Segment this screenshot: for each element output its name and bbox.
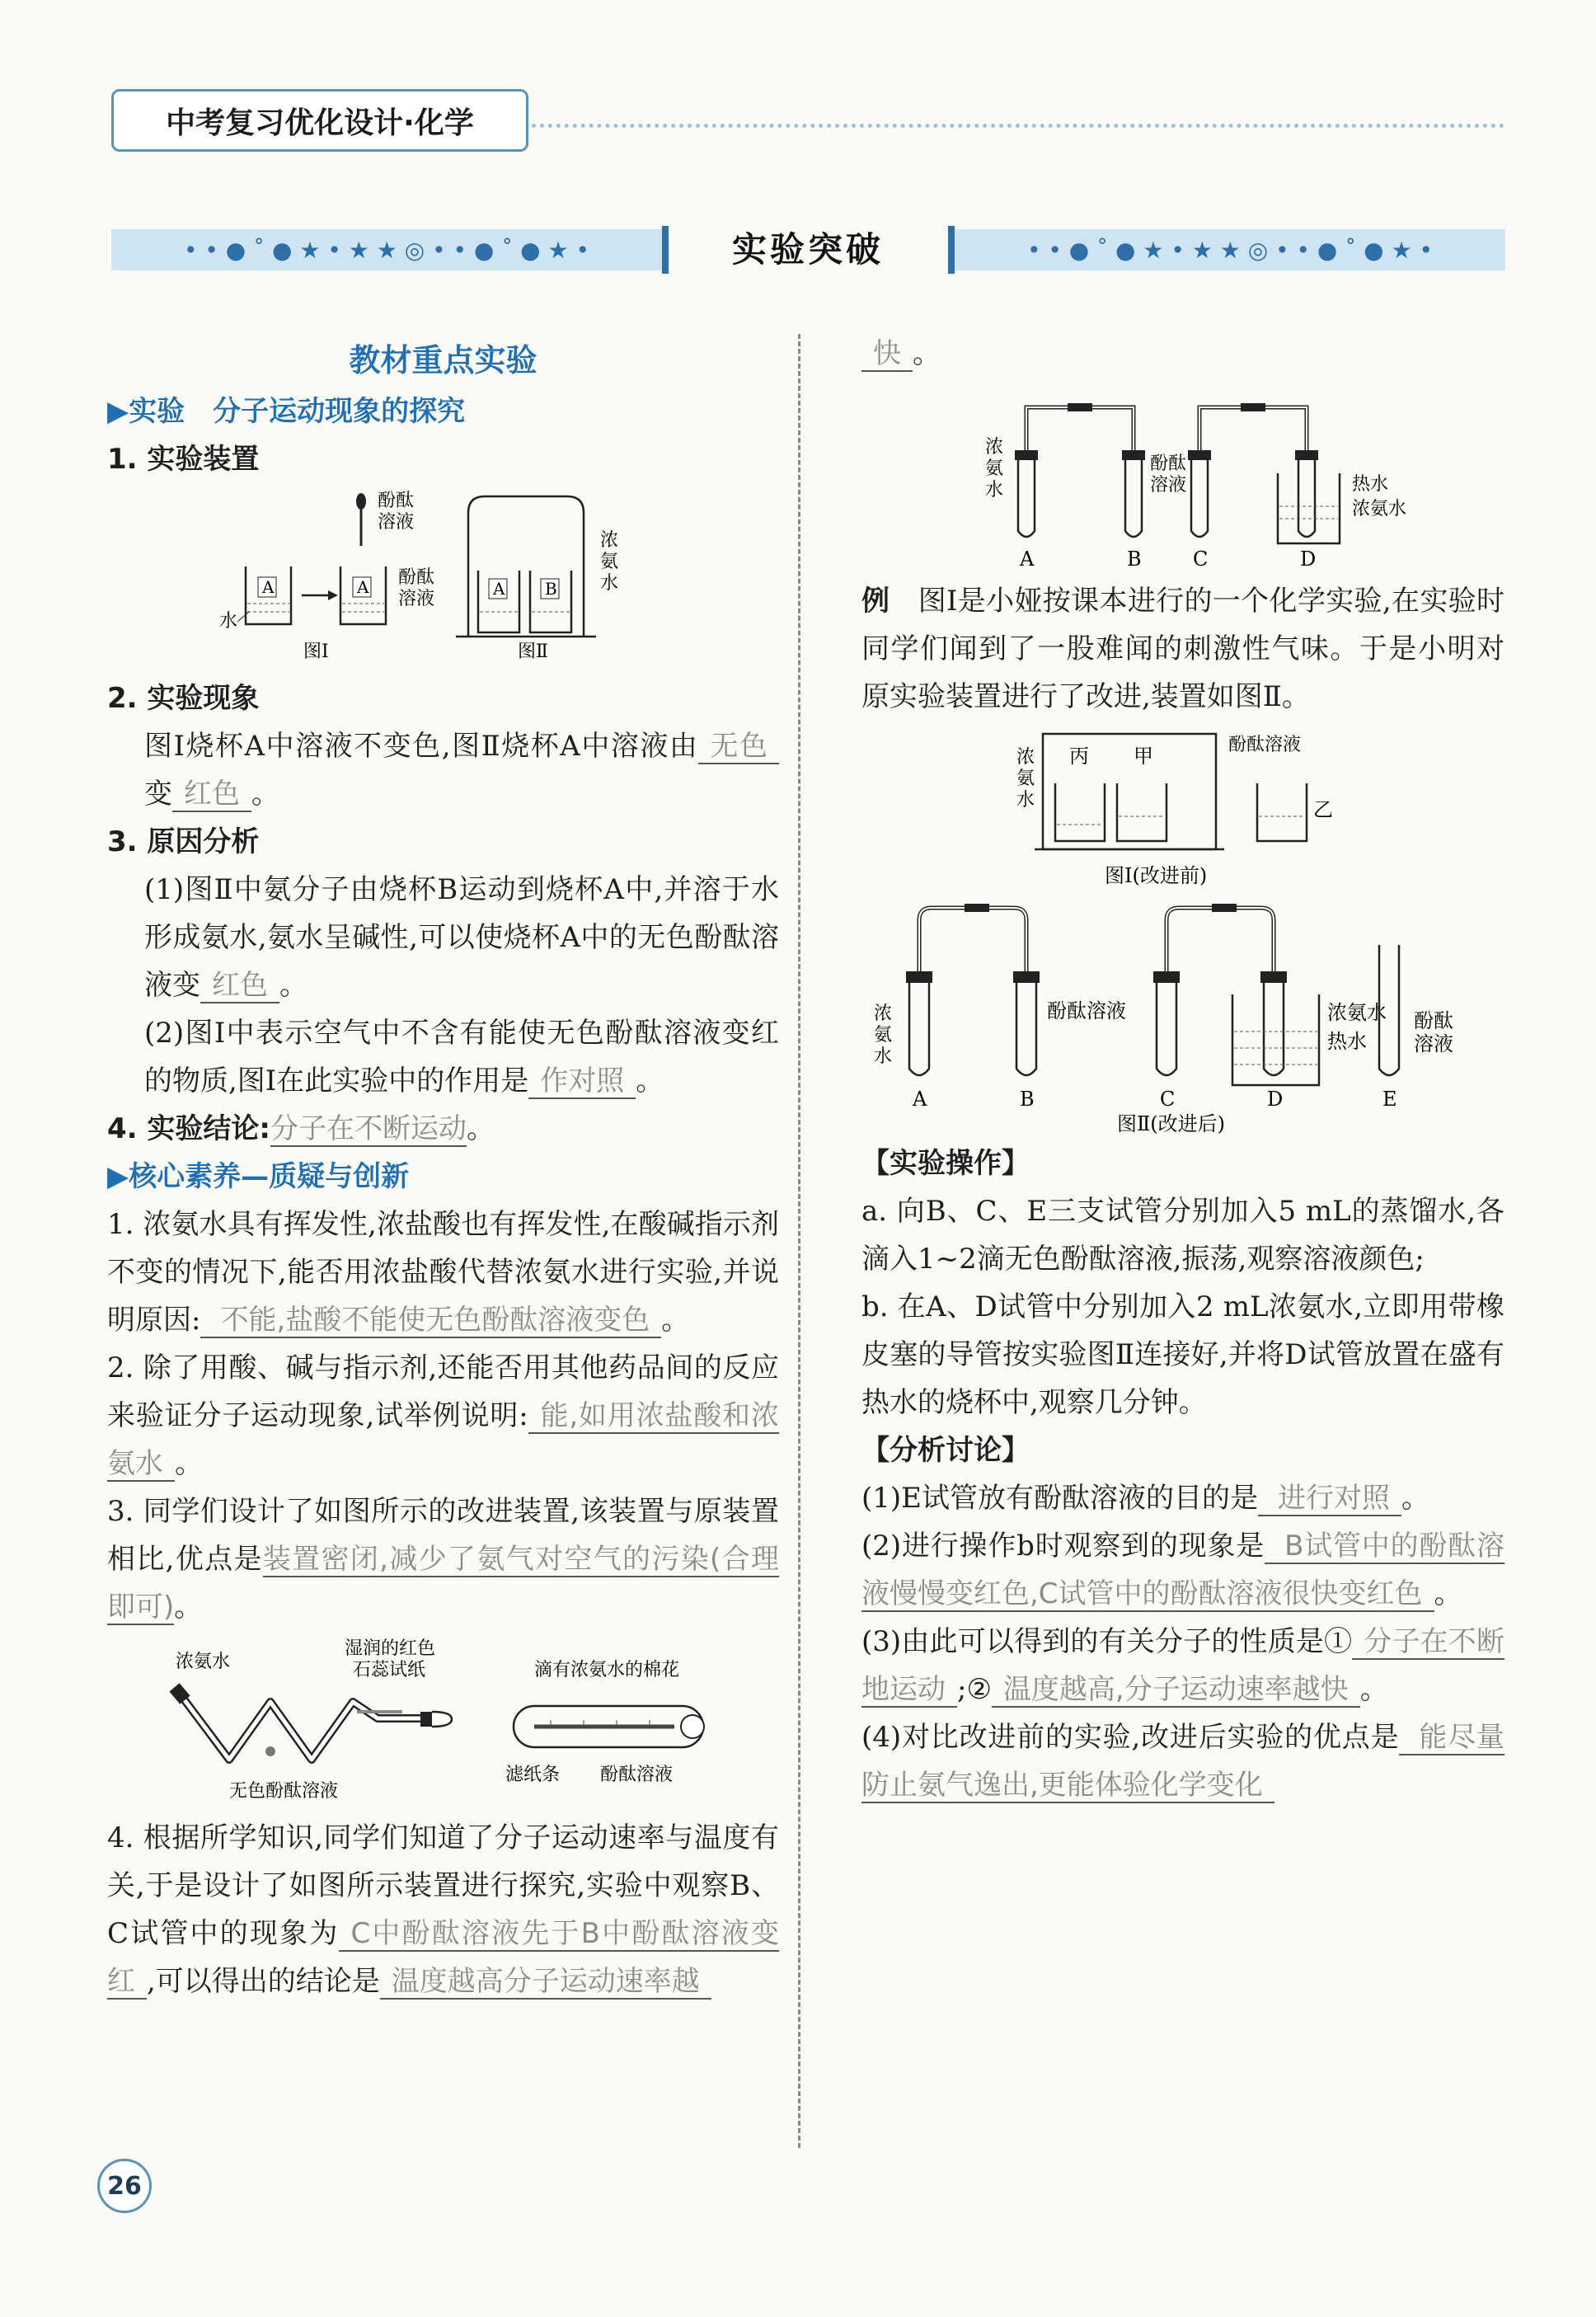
- fig2-beaker-b: B: [544, 579, 557, 599]
- banner-decoration-right: • • ● ˚ ● ★ • ★ ★ ◎ • • ● ˚ ● ★ •: [955, 229, 1505, 270]
- fig5-caption: 图Ⅰ(改进前): [1105, 864, 1208, 887]
- textbook-experiments-title: 教材重点实验: [349, 342, 537, 378]
- fig4-label-c: C: [1193, 548, 1209, 571]
- discussion-1: (1)E试管放有酚酞溶液的目的是 进行对照 。: [861, 1482, 1429, 1515]
- answer-d2: B试管中的酚酞溶液慢慢变红色,C试管中的酚酞溶液很快变红色: [861, 1530, 1504, 1610]
- example-label: 例: [861, 585, 890, 618]
- figure-6-after-improvement: [870, 895, 1496, 1135]
- fig3-paper-label: 滤纸条: [505, 1765, 560, 1785]
- question-2: 2. 除了用酸、碱与指示剂,还能否用其他药品间的反应来验证分子运动现象,试举例说明: 能,如用浓盐酸和浓氨水 。: [107, 1351, 779, 1480]
- figure-1-apparatus: [213, 488, 674, 670]
- page-number: 26: [97, 2159, 152, 2213]
- fig4-ammonia-label: 浓氨水: [985, 437, 1004, 501]
- fig2-beaker-a: A: [492, 579, 505, 599]
- q4-continuation: 快 。: [861, 330, 1504, 378]
- figure-5-before-improvement: [1010, 726, 1356, 891]
- arrow-beaker-a-label: A: [356, 577, 368, 597]
- answer-q2: 能,如用浓盐酸和浓氨水: [107, 1399, 779, 1480]
- book-title: 中考复习优化设计·化学: [111, 89, 528, 152]
- fig6-ammonia2-label: 浓氨水: [1327, 1001, 1387, 1024]
- operation-b: b. 在A、D试管中分别加入2 mL浓氨水,立即用带橡皮塞的导管按实验图Ⅱ连接好,并将D试管放置在盛有热水的烧杯中,观察几分钟。: [861, 1290, 1504, 1419]
- figure-3-improved-apparatus: [138, 1636, 749, 1809]
- step-3-part-1: (1)图Ⅱ中氨分子由烧杯B运动到烧杯A中,并溶于水形成氨水,氨水呈碱性,可以使烧杯A中的无色酚酞溶液变 红色 。: [144, 873, 779, 1002]
- question-3: 3. 同学们设计了如图所示的改进装置,该装置与原装置相比,优点是装置密闭,减少了氨气对空气的污染(合理即可)。: [107, 1495, 779, 1624]
- fig6-phenol-e-label: 酚酞溶液: [1414, 1009, 1453, 1055]
- fig6-ammonia-label: 浓氨水: [874, 1003, 893, 1067]
- answer-d3-2: 温度越高,分子运动速率越快: [992, 1673, 1360, 1708]
- fig6-caption: 图Ⅱ(改进后): [1117, 1112, 1226, 1135]
- discussion-3: (3)由此可以得到的有关分子的性质是① 分子在不断地运动 ;② 温度越高,分子运动速率越快 。: [861, 1625, 1504, 1706]
- water-label: 水: [218, 611, 237, 632]
- step-2-text: 图Ⅰ烧杯A中溶液不变色,图Ⅱ烧杯A中溶液由 无色变 红色 。: [107, 722, 779, 818]
- dropper-label: 酚酞溶液: [377, 491, 414, 533]
- operation-a: a. 向B、C、E三支试管分别加入5 mL的蒸馏水,各滴入1~2滴无色酚酞溶液,振荡,观察溶液颜色;: [861, 1195, 1504, 1276]
- fig6-label-e: E: [1382, 1088, 1397, 1111]
- fig5-ammonia-label: 浓氨水: [1016, 747, 1035, 811]
- step-2-heading: 2. 实验现象: [107, 682, 260, 715]
- column-divider: [798, 334, 800, 2148]
- fig3-cotton-label: 滴有浓氨水的棉花: [533, 1660, 679, 1680]
- answer-d1: 进行对照: [1258, 1482, 1401, 1516]
- fig5-yi-label: 乙: [1313, 798, 1333, 821]
- question-1: 1. 浓氨水具有挥发性,浓盐酸也有挥发性,在酸碱指示剂不变的情况下,能否用浓盐酸代替浓氨水进行实验,并说明原因: 不能,盐酸不能使无色酚酞溶液变色 。: [107, 1208, 779, 1337]
- answer-red: 红色: [172, 778, 251, 812]
- figure-4-temperature-apparatus: [952, 383, 1414, 572]
- operation-heading: 【实验操作】: [861, 1147, 1030, 1180]
- left-column: [107, 330, 779, 2005]
- answer-d3-1: 分子在不断地运动: [861, 1625, 1504, 1706]
- answer-q4-phenomenon: C中酚酞溶液先于B中酚酞溶液变红: [107, 1917, 779, 1998]
- figure-1-caption: 图Ⅰ: [303, 642, 329, 662]
- fig3-litmus-label: 湿润的红色石蕊试纸: [344, 1638, 435, 1680]
- fig6-label-b: B: [1020, 1088, 1035, 1111]
- fig3-phenol-label: 无色酚酞溶液: [228, 1781, 338, 1802]
- step-4: 4. 实验结论:分子在不断运动。: [107, 1112, 495, 1145]
- discussion-2: (2)进行操作b时观察到的现象是 B试管中的酚酞溶液慢慢变红色,C试管中的酚酞溶液很快变红色 。: [861, 1530, 1504, 1610]
- discussion-4: (4)对比改进前的实验,改进后实验的优点是 能尽量防止氨气逸出,更能体验化学变化: [861, 1721, 1505, 1802]
- fig6-hot-water-label: 热水: [1327, 1030, 1367, 1053]
- fig3-ammonia-label: 浓氨水: [175, 1652, 230, 1672]
- figure-2-caption: 图Ⅱ: [517, 642, 548, 662]
- answer-conclusion: 分子在不断运动: [270, 1112, 467, 1145]
- step-3-heading: 3. 原因分析: [107, 825, 260, 858]
- fig4-hot-water-label: 热水: [1352, 474, 1389, 495]
- header-dotted-rule: [532, 124, 1504, 128]
- answer-q3: 装置密闭,减少了氨气对空气的污染(合理即可): [107, 1543, 779, 1624]
- fig4-label-b: B: [1127, 548, 1142, 571]
- fig4-phenol-label: 酚酞溶液: [1150, 454, 1187, 496]
- banner-bar-left: [662, 226, 669, 274]
- answer-q4-conclusion: 温度越高分子运动速率越: [380, 1965, 711, 2000]
- phenol-label: 酚酞溶液: [397, 567, 434, 609]
- core-literacy-heading: ▶核心素养—质疑与创新: [107, 1160, 410, 1193]
- answer-red-2: 红色: [200, 969, 279, 1003]
- question-4: 4. 根据所学知识,同学们知道了分子运动速率与温度有关,于是设计了如图所示装置进行探究,实验中观察B、C试管中的现象为 C中酚酞溶液先于B中酚酞溶液变红 ,可以得出的结论是 温度越高分子运动速率越: [107, 1821, 779, 1998]
- fig5-bing-label: 丙: [1069, 745, 1089, 768]
- answer-q1: 不能,盐酸不能使无色酚酞溶液变色: [200, 1304, 661, 1338]
- fig4-label-d: D: [1300, 548, 1317, 571]
- right-column: [861, 330, 1504, 1809]
- fig4-label-a: A: [1020, 548, 1035, 571]
- answer-colorless: 无色: [698, 730, 779, 764]
- banner-bar-right: [948, 226, 955, 274]
- answer-fast: 快: [861, 337, 913, 372]
- fig4-ammonia2-label: 浓氨水: [1352, 499, 1407, 519]
- discussion-heading: 【分析讨论】: [861, 1434, 1030, 1467]
- step-3-part-2: (2)图Ⅰ中表示空气中不含有能使无色酚酞溶液变红的物质,图Ⅰ在此实验中的作用是 作对照 。: [144, 1017, 779, 1097]
- fig3-phenol2-label: 酚酞溶液: [599, 1765, 673, 1785]
- ammonia-label: 浓氨水: [599, 530, 618, 594]
- example-problem: 例 图Ⅰ是小娅按课本进行的一个化学实验,在实验时同学们闻到了一股难闻的刺激性气味。于是小明对原实验装置进行了改进,装置如图Ⅱ。: [861, 585, 1505, 713]
- answer-d4: 能尽量防止氨气逸出,更能体验化学变化: [861, 1721, 1505, 1802]
- fig5-phenol-label: 酚酞溶液: [1228, 735, 1302, 755]
- step-1-heading: 1. 实验装置: [107, 443, 260, 476]
- answer-control: 作对照: [528, 1065, 636, 1099]
- experiment-heading: ▶实验 分子运动现象的探究: [107, 395, 466, 428]
- fig6-phenol-label: 酚酞溶液: [1047, 999, 1126, 1022]
- fig6-label-d: D: [1267, 1088, 1284, 1111]
- section-banner-title: 实验突破: [731, 229, 884, 270]
- fig5-jia-label: 甲: [1134, 745, 1153, 768]
- beaker-a-label: A: [261, 577, 274, 597]
- fig6-label-c: C: [1160, 1088, 1176, 1111]
- fig6-label-a: A: [913, 1088, 927, 1111]
- banner-decoration-left: • • ● ˚ ● ★ • ★ ★ ◎ • • ● ˚ ● ★ •: [111, 229, 662, 270]
